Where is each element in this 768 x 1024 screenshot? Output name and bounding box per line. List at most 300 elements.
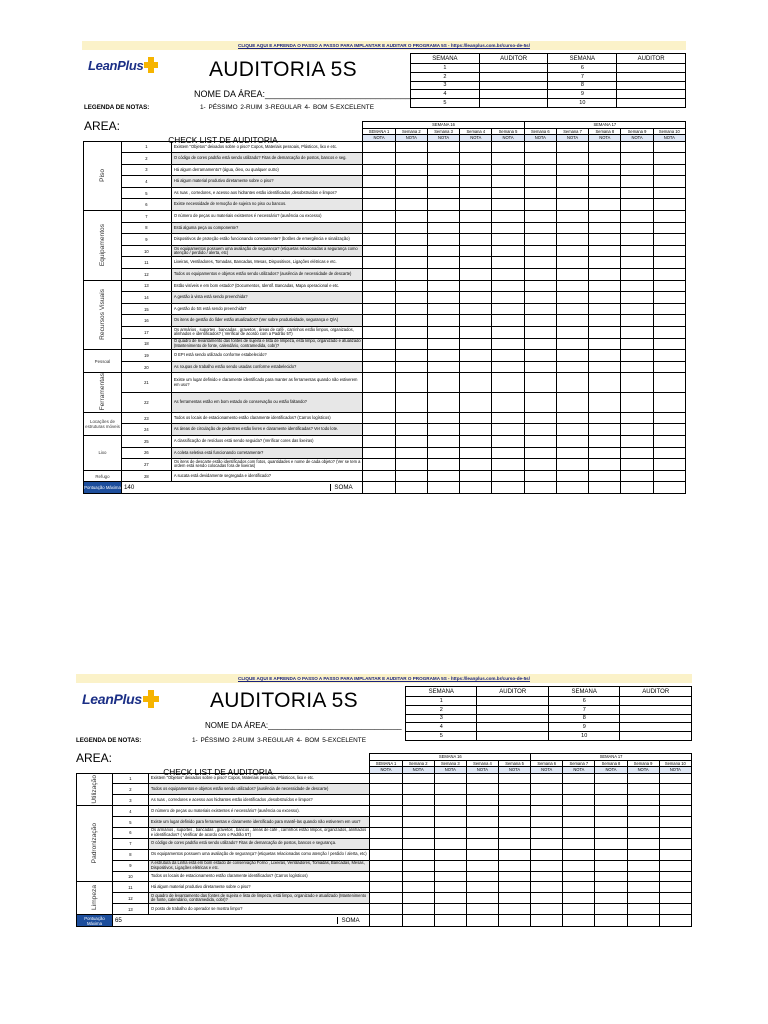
score-cell[interactable] xyxy=(621,245,653,257)
score-cell[interactable] xyxy=(653,424,685,436)
schedule-auditor-cell[interactable] xyxy=(479,99,548,108)
score-cell[interactable] xyxy=(653,222,685,234)
score-cell[interactable] xyxy=(556,211,588,223)
score-cell[interactable] xyxy=(363,373,395,393)
score-cell[interactable] xyxy=(524,459,556,471)
score-cell[interactable] xyxy=(460,269,492,281)
score-cell[interactable] xyxy=(363,245,395,257)
course-link-banner[interactable]: CLIQUE AQUI E APRENDA O PASSO A PASSO PARA IMPLANTAR E AUDITAR O PROGRAMA 5S - https://leanplus.com.br/curso-de-5s/ xyxy=(82,41,686,50)
score-cell[interactable] xyxy=(589,327,621,339)
score-cell[interactable] xyxy=(402,817,434,828)
score-cell[interactable] xyxy=(589,361,621,373)
score-cell[interactable] xyxy=(402,795,434,806)
score-cell[interactable] xyxy=(363,327,395,339)
score-cell[interactable] xyxy=(434,904,466,915)
score-cell[interactable] xyxy=(653,199,685,211)
score-cell[interactable] xyxy=(427,269,459,281)
score-cell[interactable] xyxy=(460,393,492,413)
score-cell[interactable] xyxy=(563,871,595,882)
score-cell[interactable] xyxy=(492,222,524,234)
score-cell[interactable] xyxy=(589,187,621,199)
score-cell[interactable] xyxy=(427,280,459,292)
score-cell[interactable] xyxy=(589,199,621,211)
score-cell[interactable] xyxy=(427,338,459,350)
score-cell[interactable] xyxy=(492,280,524,292)
score-cell[interactable] xyxy=(460,447,492,459)
score-cell[interactable] xyxy=(556,315,588,327)
score-cell[interactable] xyxy=(556,327,588,339)
score-cell[interactable] xyxy=(524,269,556,281)
score-cell[interactable] xyxy=(595,893,627,904)
score-cell[interactable] xyxy=(595,860,627,871)
score-cell[interactable] xyxy=(499,904,531,915)
score-cell[interactable] xyxy=(427,470,459,482)
score-cell[interactable] xyxy=(427,222,459,234)
sum-cell[interactable] xyxy=(531,915,563,927)
score-cell[interactable] xyxy=(627,784,659,795)
score-cell[interactable] xyxy=(653,393,685,413)
score-cell[interactable] xyxy=(460,234,492,246)
score-cell[interactable] xyxy=(589,222,621,234)
score-cell[interactable] xyxy=(653,176,685,188)
score-cell[interactable] xyxy=(395,424,427,436)
score-cell[interactable] xyxy=(556,361,588,373)
score-cell[interactable] xyxy=(492,315,524,327)
score-cell[interactable] xyxy=(460,412,492,424)
schedule-auditor-cell[interactable] xyxy=(479,90,548,99)
score-cell[interactable] xyxy=(427,361,459,373)
sum-cell[interactable] xyxy=(595,915,627,927)
score-cell[interactable] xyxy=(492,153,524,165)
score-cell[interactable] xyxy=(460,257,492,269)
score-cell[interactable] xyxy=(427,153,459,165)
score-cell[interactable] xyxy=(589,269,621,281)
score-cell[interactable] xyxy=(370,838,402,849)
score-cell[interactable] xyxy=(524,187,556,199)
schedule-auditor-cell[interactable] xyxy=(477,723,549,732)
score-cell[interactable] xyxy=(427,257,459,269)
score-cell[interactable] xyxy=(492,141,524,153)
score-cell[interactable] xyxy=(460,459,492,471)
score-cell[interactable] xyxy=(589,435,621,447)
score-cell[interactable] xyxy=(531,806,563,817)
score-cell[interactable] xyxy=(621,315,653,327)
score-cell[interactable] xyxy=(595,784,627,795)
score-cell[interactable] xyxy=(563,860,595,871)
score-cell[interactable] xyxy=(621,459,653,471)
score-cell[interactable] xyxy=(499,827,531,838)
score-cell[interactable] xyxy=(370,817,402,828)
score-cell[interactable] xyxy=(627,871,659,882)
score-cell[interactable] xyxy=(499,838,531,849)
score-cell[interactable] xyxy=(653,350,685,362)
score-cell[interactable] xyxy=(395,361,427,373)
score-cell[interactable] xyxy=(402,784,434,795)
score-cell[interactable] xyxy=(460,470,492,482)
score-cell[interactable] xyxy=(556,269,588,281)
score-cell[interactable] xyxy=(556,176,588,188)
score-cell[interactable] xyxy=(627,882,659,893)
score-cell[interactable] xyxy=(363,350,395,362)
score-cell[interactable] xyxy=(363,164,395,176)
score-cell[interactable] xyxy=(621,234,653,246)
score-cell[interactable] xyxy=(556,424,588,436)
score-cell[interactable] xyxy=(524,303,556,315)
score-cell[interactable] xyxy=(466,860,498,871)
score-cell[interactable] xyxy=(460,315,492,327)
score-cell[interactable] xyxy=(492,470,524,482)
score-cell[interactable] xyxy=(460,303,492,315)
score-cell[interactable] xyxy=(621,393,653,413)
sum-cell[interactable] xyxy=(589,482,621,494)
score-cell[interactable] xyxy=(492,303,524,315)
score-cell[interactable] xyxy=(524,199,556,211)
score-cell[interactable] xyxy=(524,435,556,447)
score-cell[interactable] xyxy=(621,303,653,315)
score-cell[interactable] xyxy=(653,153,685,165)
schedule-auditor-cell[interactable] xyxy=(617,81,686,90)
score-cell[interactable] xyxy=(402,882,434,893)
score-cell[interactable] xyxy=(531,849,563,860)
score-cell[interactable] xyxy=(395,280,427,292)
score-cell[interactable] xyxy=(466,795,498,806)
score-cell[interactable] xyxy=(595,827,627,838)
score-cell[interactable] xyxy=(363,424,395,436)
score-cell[interactable] xyxy=(499,773,531,784)
score-cell[interactable] xyxy=(563,795,595,806)
score-cell[interactable] xyxy=(524,257,556,269)
score-cell[interactable] xyxy=(434,838,466,849)
score-cell[interactable] xyxy=(659,773,691,784)
score-cell[interactable] xyxy=(627,817,659,828)
score-cell[interactable] xyxy=(402,827,434,838)
score-cell[interactable] xyxy=(595,806,627,817)
score-cell[interactable] xyxy=(499,871,531,882)
score-cell[interactable] xyxy=(466,871,498,882)
sum-cell[interactable] xyxy=(563,915,595,927)
score-cell[interactable] xyxy=(363,199,395,211)
score-cell[interactable] xyxy=(492,292,524,304)
score-cell[interactable] xyxy=(466,817,498,828)
score-cell[interactable] xyxy=(363,280,395,292)
score-cell[interactable] xyxy=(621,350,653,362)
score-cell[interactable] xyxy=(556,393,588,413)
score-cell[interactable] xyxy=(627,773,659,784)
score-cell[interactable] xyxy=(402,773,434,784)
score-cell[interactable] xyxy=(621,470,653,482)
score-cell[interactable] xyxy=(589,234,621,246)
score-cell[interactable] xyxy=(460,141,492,153)
score-cell[interactable] xyxy=(434,773,466,784)
score-cell[interactable] xyxy=(427,447,459,459)
score-cell[interactable] xyxy=(499,806,531,817)
score-cell[interactable] xyxy=(556,245,588,257)
score-cell[interactable] xyxy=(395,199,427,211)
score-cell[interactable] xyxy=(427,199,459,211)
score-cell[interactable] xyxy=(460,373,492,393)
score-cell[interactable] xyxy=(531,795,563,806)
score-cell[interactable] xyxy=(621,447,653,459)
score-cell[interactable] xyxy=(499,893,531,904)
score-cell[interactable] xyxy=(556,373,588,393)
score-cell[interactable] xyxy=(492,350,524,362)
score-cell[interactable] xyxy=(460,424,492,436)
score-cell[interactable] xyxy=(466,806,498,817)
score-cell[interactable] xyxy=(621,153,653,165)
score-cell[interactable] xyxy=(531,871,563,882)
score-cell[interactable] xyxy=(427,245,459,257)
score-cell[interactable] xyxy=(395,435,427,447)
score-cell[interactable] xyxy=(653,269,685,281)
sum-cell[interactable] xyxy=(653,482,685,494)
score-cell[interactable] xyxy=(653,338,685,350)
score-cell[interactable] xyxy=(627,860,659,871)
score-cell[interactable] xyxy=(524,361,556,373)
score-cell[interactable] xyxy=(395,315,427,327)
score-cell[interactable] xyxy=(466,773,498,784)
sum-cell[interactable] xyxy=(363,482,395,494)
score-cell[interactable] xyxy=(492,373,524,393)
score-cell[interactable] xyxy=(621,373,653,393)
score-cell[interactable] xyxy=(363,292,395,304)
score-cell[interactable] xyxy=(434,806,466,817)
score-cell[interactable] xyxy=(402,806,434,817)
score-cell[interactable] xyxy=(653,459,685,471)
score-cell[interactable] xyxy=(499,795,531,806)
score-cell[interactable] xyxy=(492,338,524,350)
score-cell[interactable] xyxy=(531,784,563,795)
score-cell[interactable] xyxy=(621,222,653,234)
score-cell[interactable] xyxy=(370,827,402,838)
score-cell[interactable] xyxy=(621,199,653,211)
score-cell[interactable] xyxy=(563,838,595,849)
score-cell[interactable] xyxy=(653,412,685,424)
score-cell[interactable] xyxy=(492,234,524,246)
score-cell[interactable] xyxy=(589,211,621,223)
score-cell[interactable] xyxy=(402,904,434,915)
score-cell[interactable] xyxy=(363,187,395,199)
score-cell[interactable] xyxy=(427,424,459,436)
score-cell[interactable] xyxy=(395,327,427,339)
score-cell[interactable] xyxy=(524,222,556,234)
score-cell[interactable] xyxy=(621,211,653,223)
score-cell[interactable] xyxy=(363,470,395,482)
schedule-auditor-cell[interactable] xyxy=(620,723,692,732)
score-cell[interactable] xyxy=(499,784,531,795)
score-cell[interactable] xyxy=(427,350,459,362)
score-cell[interactable] xyxy=(653,211,685,223)
area-name-field[interactable]: NOME DA ÁREA:______________________________ xyxy=(194,89,416,99)
score-cell[interactable] xyxy=(492,459,524,471)
score-cell[interactable] xyxy=(659,882,691,893)
score-cell[interactable] xyxy=(589,393,621,413)
score-cell[interactable] xyxy=(556,459,588,471)
score-cell[interactable] xyxy=(466,904,498,915)
score-cell[interactable] xyxy=(653,327,685,339)
score-cell[interactable] xyxy=(653,187,685,199)
score-cell[interactable] xyxy=(434,817,466,828)
score-cell[interactable] xyxy=(531,882,563,893)
score-cell[interactable] xyxy=(427,292,459,304)
score-cell[interactable] xyxy=(402,860,434,871)
score-cell[interactable] xyxy=(627,827,659,838)
course-link-banner[interactable]: CLIQUE AQUI E APRENDA O PASSO A PASSO PARA IMPLANTAR E AUDITAR O PROGRAMA 5S - https://leanplus.com.br/curso-de-5s/ xyxy=(76,674,692,683)
score-cell[interactable] xyxy=(621,338,653,350)
score-cell[interactable] xyxy=(395,447,427,459)
score-cell[interactable] xyxy=(460,280,492,292)
score-cell[interactable] xyxy=(531,817,563,828)
score-cell[interactable] xyxy=(595,817,627,828)
score-cell[interactable] xyxy=(524,292,556,304)
score-cell[interactable] xyxy=(659,904,691,915)
score-cell[interactable] xyxy=(589,424,621,436)
score-cell[interactable] xyxy=(395,234,427,246)
score-cell[interactable] xyxy=(395,141,427,153)
score-cell[interactable] xyxy=(370,871,402,882)
sum-cell[interactable] xyxy=(402,915,434,927)
score-cell[interactable] xyxy=(427,459,459,471)
score-cell[interactable] xyxy=(363,412,395,424)
score-cell[interactable] xyxy=(524,350,556,362)
score-cell[interactable] xyxy=(621,280,653,292)
score-cell[interactable] xyxy=(621,141,653,153)
score-cell[interactable] xyxy=(531,773,563,784)
score-cell[interactable] xyxy=(627,904,659,915)
score-cell[interactable] xyxy=(653,257,685,269)
score-cell[interactable] xyxy=(589,176,621,188)
score-cell[interactable] xyxy=(627,893,659,904)
score-cell[interactable] xyxy=(653,435,685,447)
score-cell[interactable] xyxy=(653,234,685,246)
score-cell[interactable] xyxy=(499,882,531,893)
score-cell[interactable] xyxy=(524,424,556,436)
schedule-auditor-cell[interactable] xyxy=(617,90,686,99)
score-cell[interactable] xyxy=(395,164,427,176)
score-cell[interactable] xyxy=(492,187,524,199)
score-cell[interactable] xyxy=(395,187,427,199)
score-cell[interactable] xyxy=(659,795,691,806)
score-cell[interactable] xyxy=(370,773,402,784)
sum-cell[interactable] xyxy=(395,482,427,494)
score-cell[interactable] xyxy=(621,292,653,304)
score-cell[interactable] xyxy=(427,176,459,188)
score-cell[interactable] xyxy=(563,882,595,893)
schedule-auditor-cell[interactable] xyxy=(620,705,692,714)
score-cell[interactable] xyxy=(653,141,685,153)
score-cell[interactable] xyxy=(621,176,653,188)
sum-cell[interactable] xyxy=(659,915,691,927)
score-cell[interactable] xyxy=(563,849,595,860)
score-cell[interactable] xyxy=(427,164,459,176)
score-cell[interactable] xyxy=(524,327,556,339)
score-cell[interactable] xyxy=(621,269,653,281)
score-cell[interactable] xyxy=(524,164,556,176)
sum-cell[interactable] xyxy=(627,915,659,927)
score-cell[interactable] xyxy=(492,245,524,257)
score-cell[interactable] xyxy=(395,222,427,234)
score-cell[interactable] xyxy=(492,327,524,339)
score-cell[interactable] xyxy=(402,838,434,849)
score-cell[interactable] xyxy=(395,303,427,315)
score-cell[interactable] xyxy=(363,361,395,373)
score-cell[interactable] xyxy=(621,327,653,339)
score-cell[interactable] xyxy=(395,269,427,281)
score-cell[interactable] xyxy=(466,827,498,838)
score-cell[interactable] xyxy=(427,393,459,413)
score-cell[interactable] xyxy=(492,269,524,281)
score-cell[interactable] xyxy=(653,373,685,393)
score-cell[interactable] xyxy=(653,315,685,327)
score-cell[interactable] xyxy=(589,303,621,315)
score-cell[interactable] xyxy=(466,838,498,849)
schedule-auditor-cell[interactable] xyxy=(479,64,548,73)
score-cell[interactable] xyxy=(370,849,402,860)
score-cell[interactable] xyxy=(434,882,466,893)
score-cell[interactable] xyxy=(589,350,621,362)
score-cell[interactable] xyxy=(363,269,395,281)
score-cell[interactable] xyxy=(492,211,524,223)
score-cell[interactable] xyxy=(524,393,556,413)
score-cell[interactable] xyxy=(499,860,531,871)
score-cell[interactable] xyxy=(531,827,563,838)
score-cell[interactable] xyxy=(556,338,588,350)
score-cell[interactable] xyxy=(563,817,595,828)
score-cell[interactable] xyxy=(427,435,459,447)
area-name-field[interactable]: NOME DA ÁREA:______________________________ xyxy=(205,721,402,730)
score-cell[interactable] xyxy=(395,245,427,257)
score-cell[interactable] xyxy=(460,327,492,339)
score-cell[interactable] xyxy=(460,199,492,211)
score-cell[interactable] xyxy=(492,447,524,459)
score-cell[interactable] xyxy=(653,447,685,459)
score-cell[interactable] xyxy=(460,350,492,362)
score-cell[interactable] xyxy=(589,447,621,459)
score-cell[interactable] xyxy=(395,257,427,269)
score-cell[interactable] xyxy=(395,470,427,482)
score-cell[interactable] xyxy=(659,827,691,838)
score-cell[interactable] xyxy=(524,153,556,165)
score-cell[interactable] xyxy=(363,393,395,413)
score-cell[interactable] xyxy=(653,292,685,304)
score-cell[interactable] xyxy=(595,882,627,893)
score-cell[interactable] xyxy=(499,849,531,860)
score-cell[interactable] xyxy=(370,904,402,915)
score-cell[interactable] xyxy=(492,424,524,436)
score-cell[interactable] xyxy=(434,827,466,838)
sum-cell[interactable] xyxy=(370,915,402,927)
score-cell[interactable] xyxy=(563,806,595,817)
score-cell[interactable] xyxy=(531,893,563,904)
score-cell[interactable] xyxy=(589,373,621,393)
score-cell[interactable] xyxy=(621,187,653,199)
score-cell[interactable] xyxy=(395,393,427,413)
score-cell[interactable] xyxy=(492,199,524,211)
score-cell[interactable] xyxy=(556,222,588,234)
score-cell[interactable] xyxy=(621,361,653,373)
score-cell[interactable] xyxy=(427,327,459,339)
score-cell[interactable] xyxy=(627,806,659,817)
score-cell[interactable] xyxy=(427,373,459,393)
score-cell[interactable] xyxy=(363,315,395,327)
score-cell[interactable] xyxy=(563,904,595,915)
score-cell[interactable] xyxy=(556,470,588,482)
score-cell[interactable] xyxy=(466,882,498,893)
score-cell[interactable] xyxy=(659,817,691,828)
score-cell[interactable] xyxy=(427,234,459,246)
score-cell[interactable] xyxy=(434,871,466,882)
score-cell[interactable] xyxy=(659,849,691,860)
score-cell[interactable] xyxy=(563,784,595,795)
